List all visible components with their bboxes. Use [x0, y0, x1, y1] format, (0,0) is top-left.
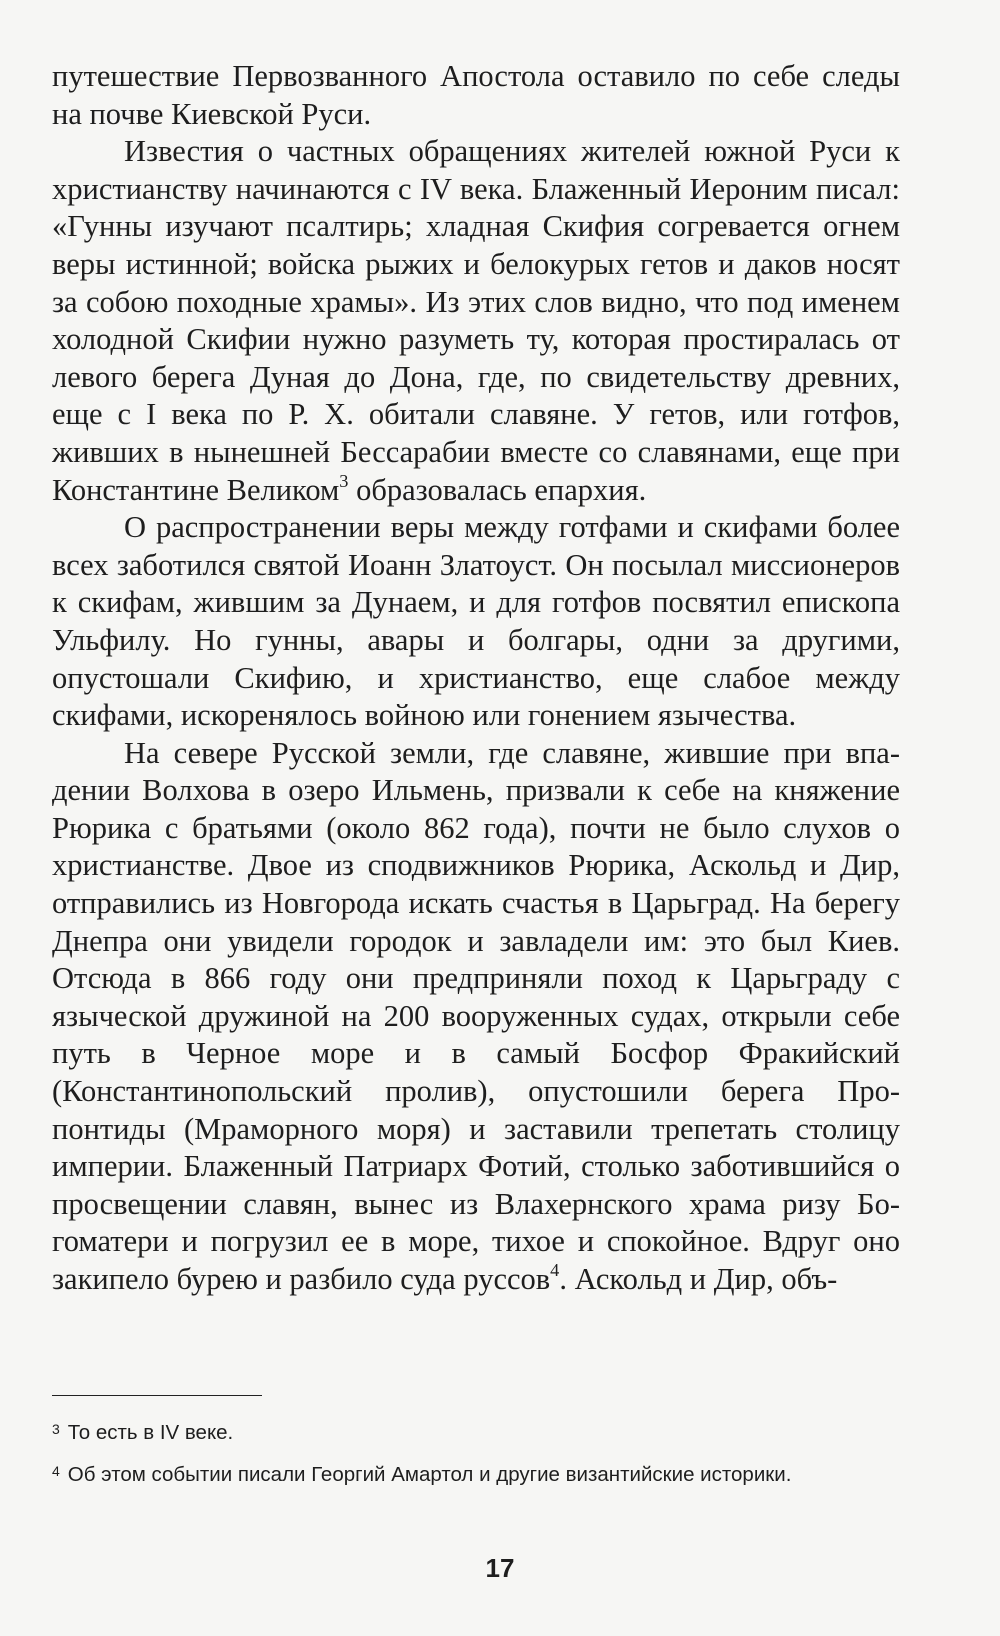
main-text [52, 58, 900, 1299]
page-number: 17 [485, 1553, 515, 1583]
footnote-ref-3: 3 [339, 470, 349, 491]
paragraph-4-text-a: На севере Русской земли, где славяне, жившие при впадении Волхова в озеро Ильмень, призвали к себе на княжение Рюрика с братьями (около 862 года), почти не было слухов о христианстве. Двое из сподвижников Рюрика, Аскольд и Дир, отправились из Новгорода искать счастья в Царьград. На берегу Днепра они увидели городок и завладели им: это был Киев. Отсюда в 866 году они предприняли поход к Царьграду с языческой дружиной на 200 вооруженных судах, открыли себе путь в Черное море и в самый Босфор Фракийский (Константинопольский пролив), опустошили берега Пропонтиды (Мраморного моря) и заставили трепетать столицу империи. Блаженный Патриарх Фотий, столько заботившийся о просвещении славян, вынес из Влахернского храма ризу Богоматери и погрузил ее в море, тихое и спокойное. Вдруг оно закипело бурею и разбило суда руссов [52, 735, 900, 1296]
paragraph-4-text-b: . Аскольд и Дир, объ- [559, 1262, 838, 1296]
footnote-ref-4: 4 [550, 1260, 560, 1281]
footnotes [52, 1410, 912, 1494]
footnote-3-number: 3 [52, 1421, 60, 1437]
paragraph-2-text-b: образовалась епархия. [348, 472, 647, 507]
paragraph-1-text: путешествие Первозванного Апостола оставило по себе следы на почве Киевской Руси. [52, 59, 900, 131]
footnote-divider [52, 1395, 262, 1396]
paragraph-3 [52, 509, 900, 735]
paragraph-4 [52, 735, 900, 1299]
footnote-3 [52, 1410, 912, 1452]
footnote-3-text: То есть в IV веке. [67, 1421, 234, 1444]
footnote-4-number: 4 [52, 1463, 60, 1479]
footnote-4-text: Об этом событии писали Георгий Амартол и другие византийские историки. [67, 1463, 792, 1486]
paragraph-3-text: О распространении веры между готфами и скифами более всех заботился святой Иоанн Златоуст. Он посылал миссионеров к скифам, жившим за Дунаем, и для готфов посвятил епископа Ульфилу. Но гунны, авары и болгары, одни за другими, опустошали Скифию, и христианство, еще слабое между скифами, искоренялось войною или гонением язычества. [52, 510, 900, 733]
paragraph-2 [52, 133, 900, 509]
paragraph-2-text-a: Известия о частных обращениях жителей южной Руси к христианству начинаются с IV века. Блаженный Иероним писал: «Гунны изучают псалтирь; хладная Скифия согревается огнем веры истинной; войска рыжих и белокурых гетов и даков носят за собою походные храмы». Из этих слов видно, что под именем холодной Скифии нужно разуметь ту, которая простиралась от левого берега Дуная до Дона, где, по свидетельству древних, еще с I века по Р. Х. обитали славяне. У гетов, или готфов, живших в нынешней Бессарабии вместе со славянами, еще при Константине Великом [52, 134, 900, 507]
paragraph-1 [52, 58, 900, 133]
footnote-4 [52, 1452, 912, 1494]
